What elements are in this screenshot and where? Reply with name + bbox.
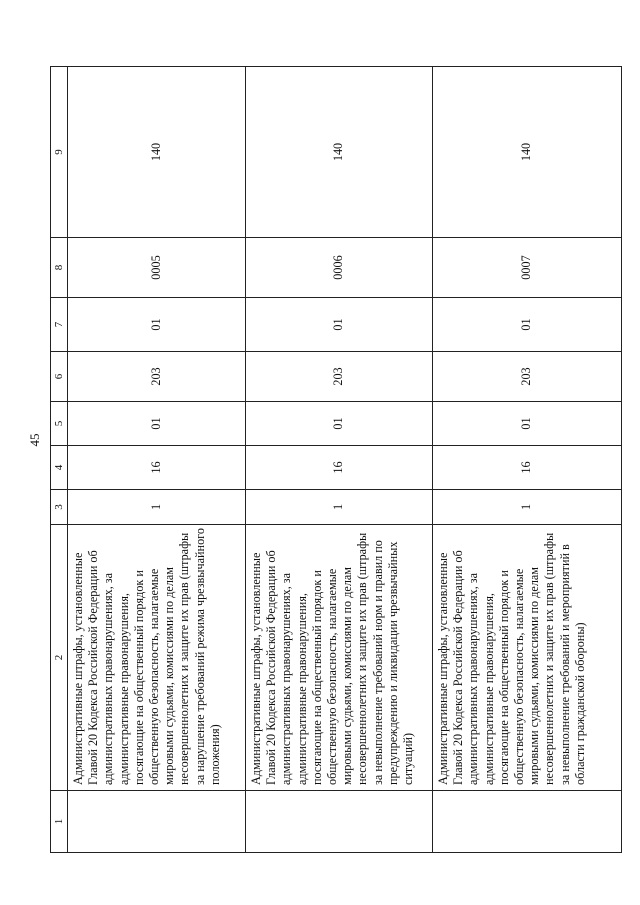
code-cell-9: 140 (68, 67, 246, 238)
column-header-6: 6 (51, 352, 68, 402)
column-header-2: 2 (51, 525, 68, 791)
column-header-7: 7 (51, 298, 68, 352)
code-cell-9: 140 (433, 67, 622, 238)
header-row (51, 67, 68, 853)
code-cell-3: 1 (433, 490, 622, 525)
code-cell-8: 0005 (68, 238, 246, 298)
code-cell-5: 01 (246, 402, 433, 446)
code-cell-5: 01 (433, 402, 622, 446)
code-cell-3: 1 (68, 490, 246, 525)
column-header-8: 8 (51, 238, 68, 298)
code-cell-4: 16 (246, 446, 433, 490)
code-cell-3: 1 (246, 490, 433, 525)
column-header-9: 9 (51, 67, 68, 238)
code-cell-6: 203 (433, 352, 622, 402)
row-number-cell (433, 791, 622, 853)
code-cell-7: 01 (68, 298, 246, 352)
code-cell-8: 0007 (433, 238, 622, 298)
table-row (68, 67, 246, 853)
row-number-cell (68, 791, 246, 853)
table-row (246, 67, 433, 853)
code-cell-6: 203 (246, 352, 433, 402)
code-cell-7: 01 (433, 298, 622, 352)
code-cell-8: 0006 (246, 238, 433, 298)
code-cell-6: 203 (68, 352, 246, 402)
code-cell-7: 01 (246, 298, 433, 352)
code-cell-9: 140 (246, 67, 433, 238)
column-header-4: 4 (51, 446, 68, 490)
budget-code-table (50, 66, 622, 853)
page-number: 45 (27, 433, 42, 447)
description-cell: Административные штрафы, установленные Главой 20 Кодекса Российской Федерации об административных правонарушениях, за административные правонарушения, посягающие на общественный порядок и общественную безопасность, налагаемые мировыми судьями, комиссиями по делам несовершеннолетних и защите их прав (штрафы за нарушение требований режима чрезвычайного положения) (68, 525, 246, 791)
description-cell: Административные штрафы, установленные Главой 20 Кодекса Российской Федерации об административных правонарушениях, за административные правонарушения, посягающие на общественный порядок и общественную безопасность, налагаемые мировыми судьями, комиссиями по делам несовершеннолетних и защите их прав (штрафы за невыполнение требований и мероприятий в области гражданской обороны) (433, 525, 622, 791)
code-cell-4: 16 (68, 446, 246, 490)
code-cell-4: 16 (433, 446, 622, 490)
column-header-5: 5 (51, 402, 68, 446)
budget-code-table-container (50, 67, 620, 853)
description-cell: Административные штрафы, установленные Главой 20 Кодекса Российской Федерации об административных правонарушениях, за административные правонарушения, посягающие на общественный порядок и общественную безопасность, налагаемые мировыми судьями, комиссиями по делам несовершеннолетних и защите их прав (штрафы за невыполнение требований норм и правил по предупреждению и ликвидации чрезвычайных ситуаций) (246, 525, 433, 791)
row-number-cell (246, 791, 433, 853)
column-header-3: 3 (51, 490, 68, 525)
table-row (433, 67, 622, 853)
column-header-1: 1 (51, 791, 68, 853)
code-cell-5: 01 (68, 402, 246, 446)
